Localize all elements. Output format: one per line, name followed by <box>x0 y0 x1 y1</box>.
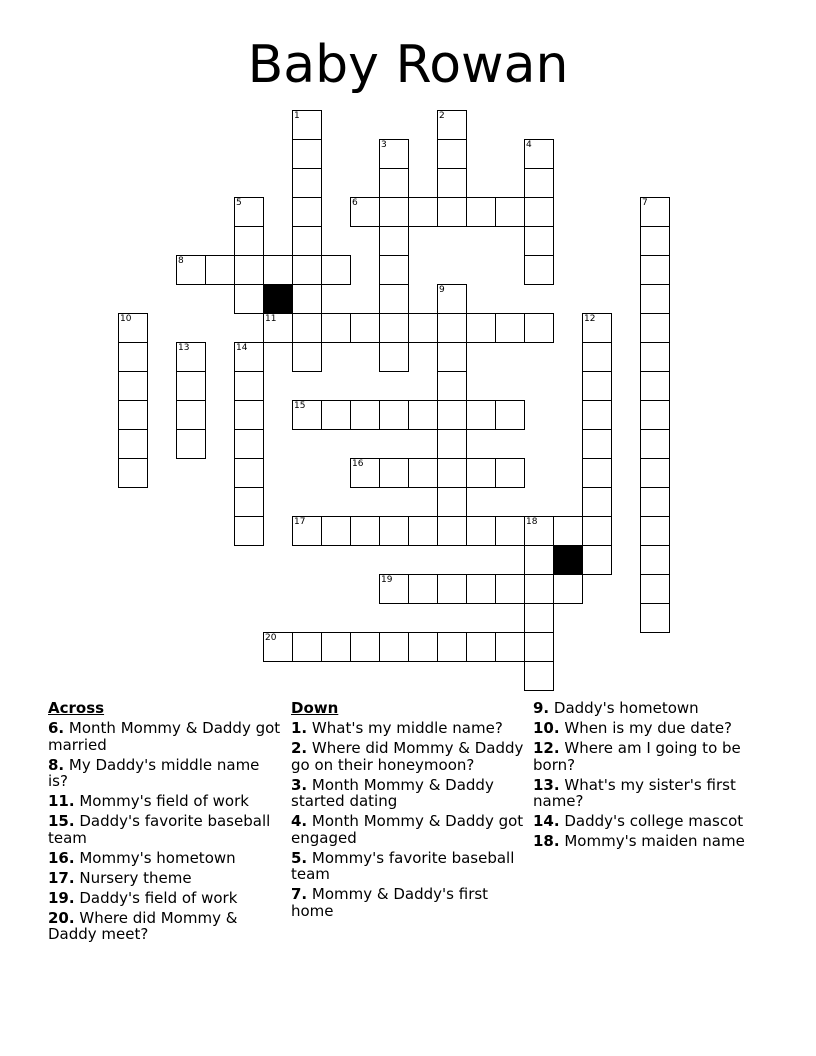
clue-item <box>48 850 283 867</box>
clue-item <box>533 777 773 810</box>
clue-item-text: Nursery theme <box>79 868 192 887</box>
clue-item <box>48 720 283 753</box>
crossword-cell[interactable] <box>350 313 380 343</box>
clue-number: 19 <box>381 575 393 585</box>
clue-item-text: Mommy's maiden name <box>564 832 745 850</box>
crossword-cell[interactable] <box>582 371 612 401</box>
crossword-cell[interactable] <box>379 197 409 227</box>
crossword-cell[interactable] <box>524 574 554 604</box>
crossword-cell[interactable] <box>234 429 264 459</box>
clue-item-number: 15. <box>48 812 75 830</box>
clue-item-text: Daddy's college mascot <box>564 812 744 830</box>
clue-item <box>48 757 283 790</box>
crossword-cell[interactable] <box>118 400 148 430</box>
clue-item-number: 3. <box>291 775 308 794</box>
down-clues-continued <box>533 700 773 853</box>
crossword-cell[interactable] <box>176 371 206 401</box>
crossword-cell[interactable] <box>292 139 322 169</box>
crossword-cell[interactable] <box>437 342 467 372</box>
crossword-cell[interactable] <box>524 313 554 343</box>
clue-item <box>48 910 283 943</box>
clue-item-number: 1. <box>291 719 308 737</box>
crossword-cell[interactable] <box>640 574 670 604</box>
crossword-cell[interactable] <box>640 371 670 401</box>
crossword-cell[interactable] <box>582 516 612 546</box>
crossword-cell[interactable] <box>495 632 525 662</box>
crossword-cell[interactable] <box>234 516 264 546</box>
crossword-cell[interactable] <box>640 516 670 546</box>
crossword-cell[interactable] <box>466 400 496 430</box>
crossword-cell[interactable] <box>292 342 322 372</box>
crossword-cell[interactable] <box>495 400 525 430</box>
crossword-cell[interactable] <box>640 255 670 285</box>
clue-item-text: Mommy & Daddy's first home <box>291 885 489 920</box>
clue-item-text: Where did Mommy & Daddy meet? <box>48 908 238 943</box>
clue-item-number: 13. <box>533 775 560 794</box>
crossword-cell[interactable] <box>437 139 467 169</box>
crossword-cell[interactable] <box>205 255 235 285</box>
crossword-cell[interactable] <box>466 313 496 343</box>
crossword-cell[interactable] <box>640 342 670 372</box>
clue-number: 17 <box>294 517 306 527</box>
crossword-cell[interactable] <box>321 313 351 343</box>
clue-item <box>291 850 526 883</box>
crossword-cell[interactable] <box>118 371 148 401</box>
crossword-cell[interactable] <box>466 516 496 546</box>
clue-item <box>291 886 526 919</box>
crossword-cell[interactable] <box>582 545 612 575</box>
crossword-cell[interactable] <box>524 603 554 633</box>
crossword-cell[interactable] <box>582 429 612 459</box>
clue-number: 20 <box>265 633 277 643</box>
clue-item-number: 16. <box>48 848 75 867</box>
crossword-cell[interactable] <box>437 313 467 343</box>
crossword-cell[interactable] <box>437 168 467 198</box>
crossword-black-cell <box>553 545 583 575</box>
crossword-cell[interactable] <box>118 429 148 459</box>
crossword-cell[interactable] <box>379 342 409 372</box>
clue-item-text: Mommy's field of work <box>79 792 249 810</box>
crossword-cell[interactable] <box>350 400 380 430</box>
crossword-cell[interactable] <box>524 197 554 227</box>
crossword-cell[interactable] <box>379 226 409 256</box>
crossword-cell[interactable] <box>234 400 264 430</box>
crossword-cell[interactable] <box>234 255 264 285</box>
crossword-cell[interactable] <box>379 632 409 662</box>
crossword-cell[interactable] <box>495 574 525 604</box>
crossword-cell[interactable] <box>176 429 206 459</box>
clue-item <box>48 890 283 907</box>
crossword-cell[interactable] <box>292 632 322 662</box>
crossword-cell[interactable] <box>292 284 322 314</box>
crossword-cell[interactable] <box>582 400 612 430</box>
crossword-cell[interactable] <box>582 487 612 517</box>
crossword-cell[interactable] <box>234 371 264 401</box>
clue-item-number: 6. <box>48 719 65 737</box>
clue-number: 9 <box>439 285 445 295</box>
crossword-cell[interactable] <box>495 313 525 343</box>
across-clues <box>48 700 283 946</box>
crossword-cell[interactable] <box>466 574 496 604</box>
across-heading: Across <box>48 699 105 717</box>
crossword-cell[interactable] <box>379 284 409 314</box>
crossword-cell[interactable] <box>379 168 409 198</box>
clue-item-number: 14. <box>533 812 560 830</box>
clue-item-text: Mommy's favorite baseball team <box>291 848 515 883</box>
crossword-cell[interactable] <box>234 458 264 488</box>
crossword-cell[interactable] <box>495 516 525 546</box>
clue-number: 7 <box>642 198 648 208</box>
clue-item-text: My Daddy's middle name is? <box>48 755 260 790</box>
crossword-cell[interactable] <box>495 197 525 227</box>
clue-item-text: Daddy's field of work <box>79 888 238 907</box>
crossword-cell[interactable] <box>408 632 438 662</box>
clue-item-text: What's my sister's first name? <box>533 775 736 810</box>
crossword-cell[interactable] <box>524 632 554 662</box>
clue-number: 10 <box>120 314 132 324</box>
clue-item-number: 19. <box>48 888 75 907</box>
clue-number: 1 <box>294 111 300 121</box>
crossword-cell[interactable] <box>263 255 293 285</box>
clue-number: 18 <box>526 517 538 527</box>
clue-item <box>533 720 773 737</box>
crossword-cell[interactable] <box>408 458 438 488</box>
crossword-cell[interactable] <box>640 458 670 488</box>
crossword-cell[interactable] <box>292 313 322 343</box>
clue-item-text: Where am I going to be born? <box>533 739 741 774</box>
crossword-cell[interactable] <box>408 516 438 546</box>
crossword-cell[interactable] <box>437 400 467 430</box>
crossword-cell[interactable] <box>437 487 467 517</box>
clue-number: 13 <box>178 343 190 353</box>
crossword-cell[interactable] <box>437 632 467 662</box>
crossword-cell[interactable] <box>379 255 409 285</box>
clue-item-text: What's my middle name? <box>311 719 503 737</box>
crossword-cell[interactable] <box>524 545 554 575</box>
clue-item-text: Daddy's hometown <box>553 699 699 717</box>
clue-item-number: 2. <box>291 739 308 757</box>
crossword-cell[interactable] <box>379 516 409 546</box>
clue-item <box>533 833 773 850</box>
clue-item-text: Where did Mommy & Daddy go on their honeymoon? <box>291 739 524 774</box>
crossword-cell[interactable] <box>582 458 612 488</box>
crossword-black-cell <box>263 284 293 314</box>
crossword-cell[interactable] <box>495 458 525 488</box>
clue-number: 11 <box>265 314 277 324</box>
crossword-cell[interactable] <box>321 632 351 662</box>
crossword-cell[interactable] <box>292 255 322 285</box>
crossword-cell[interactable] <box>640 487 670 517</box>
clue-item-text: Mommy's hometown <box>79 848 236 867</box>
clue-number: 5 <box>236 198 242 208</box>
clue-item <box>533 740 773 773</box>
crossword-cell[interactable] <box>524 226 554 256</box>
crossword-cell[interactable] <box>437 458 467 488</box>
crossword-cell[interactable] <box>640 603 670 633</box>
crossword-cell[interactable] <box>379 400 409 430</box>
clue-number: 14 <box>236 343 248 353</box>
clue-item-text: Month Mommy & Daddy got married <box>48 719 281 754</box>
crossword-cell[interactable] <box>408 400 438 430</box>
crossword-cell[interactable] <box>350 516 380 546</box>
clue-number: 8 <box>178 256 184 266</box>
crossword-cell[interactable] <box>118 342 148 372</box>
crossword-cell[interactable] <box>524 255 554 285</box>
crossword-cell[interactable] <box>437 197 467 227</box>
crossword-cell[interactable] <box>321 400 351 430</box>
crossword-cell[interactable] <box>292 168 322 198</box>
clue-item-number: 7. <box>291 885 308 903</box>
crossword-cell[interactable] <box>350 632 380 662</box>
crossword-cell[interactable] <box>408 313 438 343</box>
crossword-cell[interactable] <box>553 574 583 604</box>
crossword-cell[interactable] <box>640 226 670 256</box>
crossword-cell[interactable] <box>466 197 496 227</box>
clue-item-number: 4. <box>291 812 308 830</box>
clue-number: 6 <box>352 198 358 208</box>
clue-number: 2 <box>439 111 445 121</box>
clue-item-text: When is my due date? <box>564 719 733 737</box>
crossword-cell[interactable] <box>582 342 612 372</box>
crossword-cell[interactable] <box>234 487 264 517</box>
crossword-cell[interactable] <box>408 197 438 227</box>
clue-number: 16 <box>352 459 364 469</box>
clue-item-number: 20. <box>48 908 75 927</box>
crossword-cell[interactable] <box>437 516 467 546</box>
crossword-cell[interactable] <box>379 458 409 488</box>
crossword-cell[interactable] <box>466 632 496 662</box>
crossword-cell[interactable] <box>437 371 467 401</box>
clue-item-number: 10. <box>533 719 560 737</box>
clue-item-number: 9. <box>533 699 550 717</box>
clue-item-number: 11. <box>48 792 75 810</box>
clue-item-number: 17. <box>48 868 75 887</box>
clue-item <box>291 813 526 846</box>
clue-number: 15 <box>294 401 306 411</box>
crossword-cell[interactable] <box>321 255 351 285</box>
crossword-cell[interactable] <box>437 574 467 604</box>
crossword-cell[interactable] <box>553 516 583 546</box>
clue-number: 4 <box>526 140 532 150</box>
crossword-cell[interactable] <box>640 400 670 430</box>
crossword-cell[interactable] <box>408 574 438 604</box>
clue-number: 3 <box>381 140 387 150</box>
crossword-cell[interactable] <box>118 458 148 488</box>
clue-item <box>48 793 283 810</box>
clue-item-number: 18. <box>533 832 560 850</box>
clue-item <box>291 720 526 737</box>
crossword-cell[interactable] <box>234 284 264 314</box>
down-heading: Down <box>291 699 339 717</box>
clue-item <box>533 700 773 717</box>
crossword-cell[interactable] <box>524 168 554 198</box>
clue-item <box>291 777 526 810</box>
clue-item-text: Month Mommy & Daddy started dating <box>291 775 494 810</box>
crossword-cell[interactable] <box>640 545 670 575</box>
clue-item-number: 5. <box>291 848 308 867</box>
page-title: Baby Rowan <box>247 35 569 95</box>
crossword-cell[interactable] <box>379 313 409 343</box>
clue-number: 12 <box>584 314 596 324</box>
clue-item-number: 12. <box>533 739 560 757</box>
crossword-cell[interactable] <box>640 284 670 314</box>
crossword-cell[interactable] <box>321 516 351 546</box>
crossword-cell[interactable] <box>234 226 264 256</box>
crossword-cell[interactable] <box>466 458 496 488</box>
crossword-cell[interactable] <box>176 400 206 430</box>
clue-item <box>48 870 283 887</box>
crossword-cell[interactable] <box>640 313 670 343</box>
clue-item-text: Month Mommy & Daddy got engaged <box>291 812 524 847</box>
clue-item <box>48 813 283 846</box>
clue-item <box>291 740 526 773</box>
clue-item <box>533 813 773 830</box>
crossword-cell[interactable] <box>292 197 322 227</box>
down-clues <box>291 700 526 923</box>
clue-item-text: Daddy's favorite baseball team <box>48 812 271 847</box>
crossword-cell[interactable] <box>524 661 554 691</box>
clue-item-number: 8. <box>48 755 65 774</box>
crossword-cell[interactable] <box>437 429 467 459</box>
crossword-cell[interactable] <box>640 429 670 459</box>
crossword-cell[interactable] <box>292 226 322 256</box>
